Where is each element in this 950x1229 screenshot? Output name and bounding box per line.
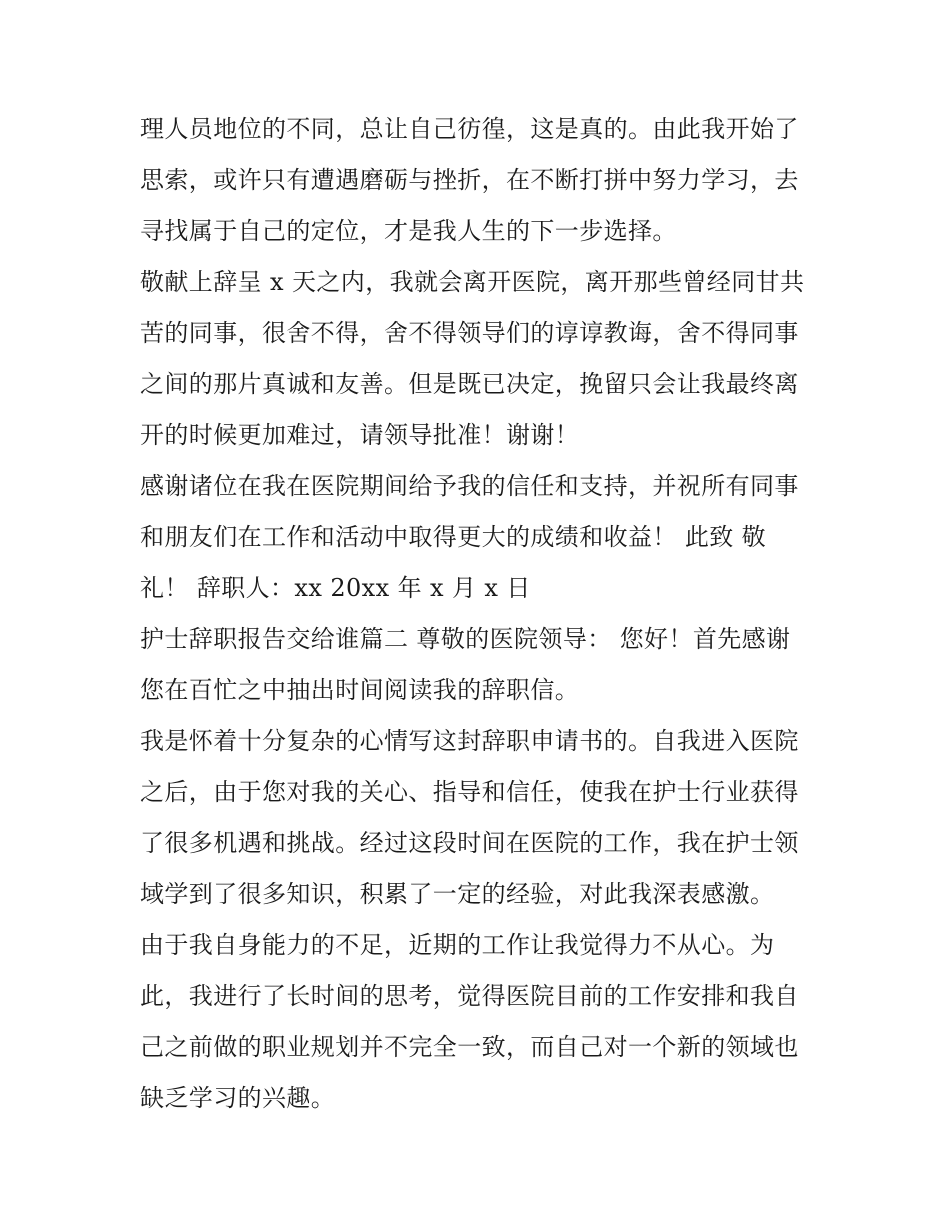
- text-line: 您在百忙之中抽出时间阅读我的辞职信。: [140, 676, 580, 704]
- text-line: 敬献上辞呈 x 天之内，我就会离开医院，离开那些曾经同甘共: [140, 268, 805, 296]
- text-line: 缺乏学习的兴趣。: [140, 1084, 336, 1112]
- text-line: 此，我进行了长时间的思考，觉得医院目前的工作安排和我自: [140, 982, 799, 1010]
- text-line: 思索，或许只有遭遇磨砺与挫折，在不断打拼中努力学习，去: [140, 166, 799, 194]
- text-line: 域学到了很多知识，积累了一定的经验，对此我深表感激。: [140, 880, 775, 908]
- text-line: 礼！ 辞职人：xx 20xx 年 x 月 x 日: [140, 574, 531, 602]
- text-line: 之间的那片真诚和友善。但是既已决定，挽留只会让我最终离: [140, 370, 799, 398]
- text-line: 和朋友们在工作和活动中取得更大的成绩和收益！ 此致 敬: [140, 523, 767, 551]
- text-line: 己之前做的职业规划并不完全一致，而自己对一个新的领域也: [140, 1033, 799, 1061]
- text-line: 感谢诸位在我在医院期间给予我的信任和支持，并祝所有同事: [140, 472, 799, 500]
- text-line: 开的时候更加难过，请领导批准！谢谢！: [140, 421, 580, 449]
- text-line: 我是怀着十分复杂的心情写这封辞职申请书的。自我进入医院: [140, 727, 799, 755]
- text-line: 由于我自身能力的不足，近期的工作让我觉得力不从心。为: [140, 931, 775, 959]
- text-line: 了很多机遇和挑战。经过这段时间在医院的工作，我在护士领: [140, 829, 799, 857]
- text-line: 寻找属于自己的定位，才是我人生的下一步选择。: [140, 217, 677, 245]
- document-body: [140, 104, 815, 1124]
- text-line: 苦的同事，很舍不得，舍不得领导们的谆谆教诲，舍不得同事: [140, 319, 799, 347]
- text-line: 护士辞职报告交给谁篇二 尊敬的医院领导： 您好！首先感谢: [140, 625, 791, 653]
- text-line: 之后，由于您对我的关心、指导和信任，使我在护士行业获得: [140, 778, 799, 806]
- text-line: 理人员地位的不同，总让自己彷徨，这是真的。由此我开始了: [140, 115, 799, 143]
